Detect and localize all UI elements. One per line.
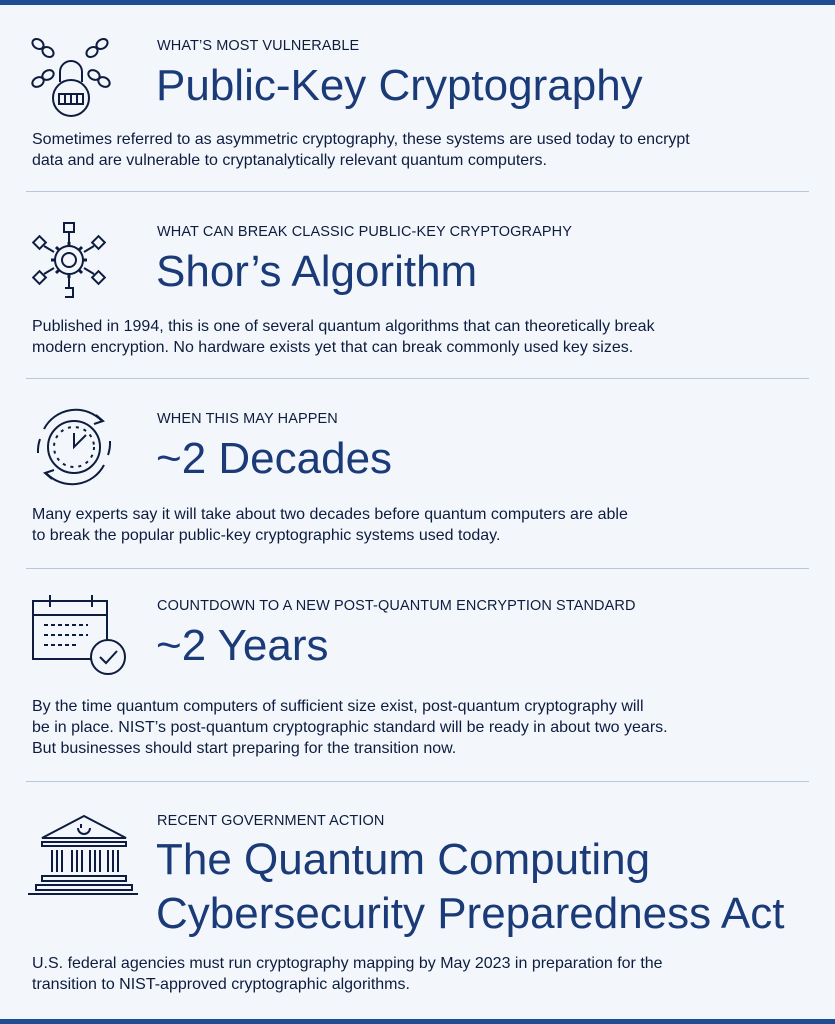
divider [26, 568, 809, 569]
section-4-headline: ~2 Years [156, 621, 329, 670]
divider [26, 191, 809, 192]
government-building-icon [28, 812, 140, 898]
section-1-body: Sometimes referred to as asymmetric cryptography, these systems are used today to encrypt data and are vulnerable to cryptanalytically relevant quantum computers. [32, 131, 690, 169]
section-3-eyebrow: WHEN THIS MAY HAPPEN [157, 411, 338, 427]
section-4-body: By the time quantum computers of sufficient size exist, post-quantum cryptography will be in place. NIST’s post-quantum cryptographic standard will be ready in about two years. But businesses should start preparing for the transition now. [32, 698, 668, 757]
section-1-headline: Public-Key Cryptography [156, 61, 643, 110]
section-2-headline: Shor’s Algorithm [156, 247, 478, 296]
section-2-eyebrow: WHAT CAN BREAK CLASSIC PUBLIC-KEY CRYPTOGRAPHY [157, 224, 573, 240]
divider [26, 781, 809, 782]
top-accent-bar [0, 0, 835, 5]
section-5-eyebrow: RECENT GOVERNMENT ACTION [157, 813, 385, 829]
lock-chain-icon [30, 36, 116, 120]
calendar-check-icon [30, 593, 130, 683]
section-5-headline-line2: Cybersecurity Preparedness Act [156, 889, 785, 938]
bottom-accent-bar [0, 1019, 835, 1024]
divider [26, 378, 809, 379]
section-5-body: U.S. federal agencies must run cryptography mapping by May 2023 in preparation for the transition to NIST-approved cryptographic algorithms. [32, 955, 663, 993]
section-2-body: Published in 1994, this is one of several quantum algorithms that can theoretically break modern encryption. No hardware exists yet that can break commonly used key sizes. [32, 318, 655, 356]
section-3-body: Many experts say it will take about two decades before quantum computers are able to break the popular public-key cryptographic systems used today. [32, 506, 628, 544]
section-1-eyebrow: WHAT’S MOST VULNERABLE [157, 38, 360, 54]
section-5-headline-line1: The Quantum Computing [156, 835, 651, 884]
clock-cycle-icon [30, 407, 118, 487]
section-3-headline: ~2 Decades [156, 434, 393, 483]
section-4-eyebrow: COUNTDOWN TO A NEW POST-QUANTUM ENCRYPTION STANDARD [157, 598, 636, 614]
gear-network-icon [32, 222, 106, 300]
